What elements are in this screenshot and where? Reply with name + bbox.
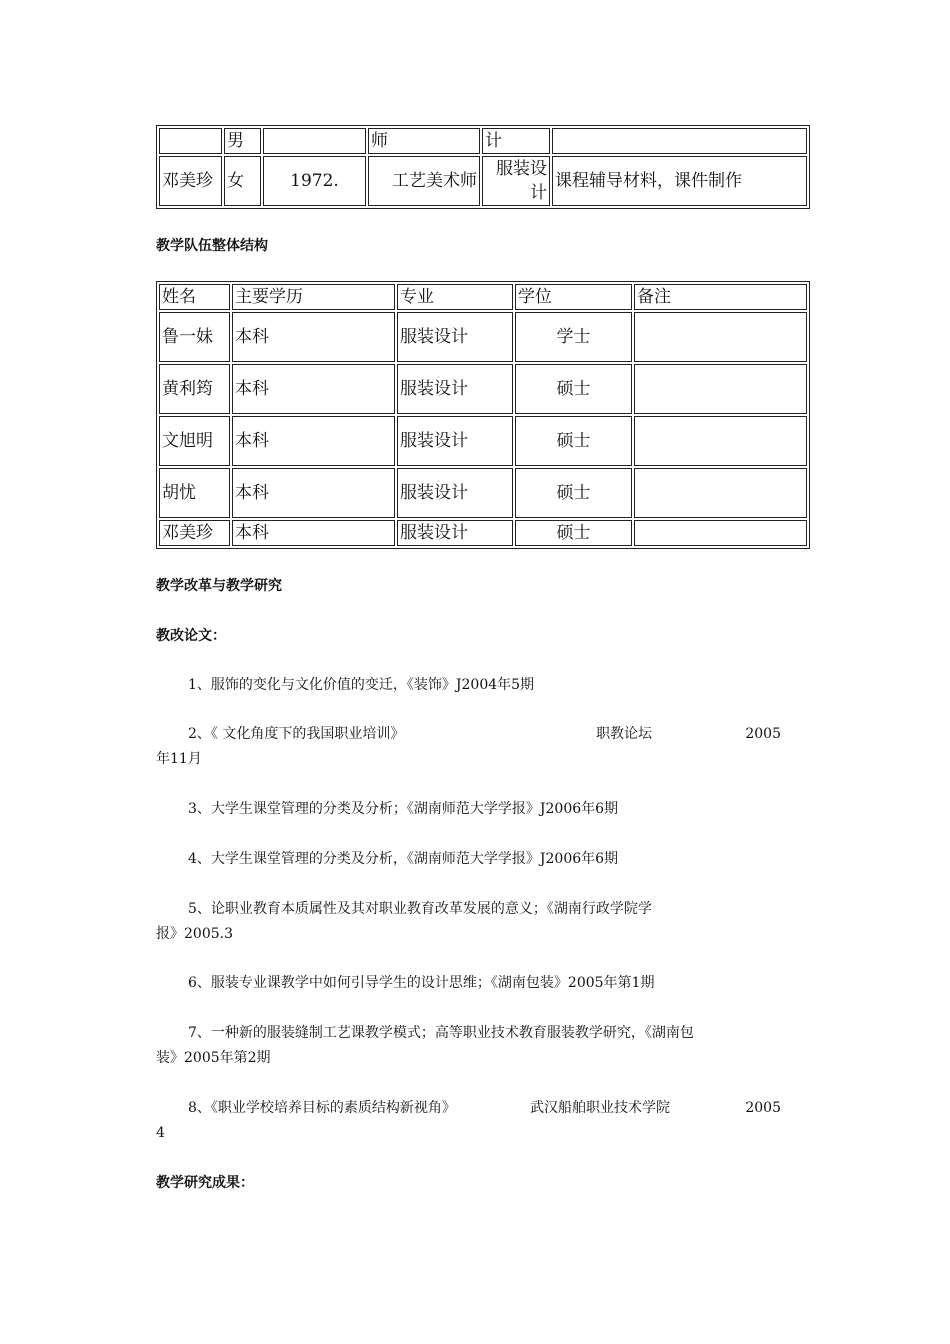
section-heading-structure: 教学队伍整体结构: [156, 238, 268, 254]
paper-text: 5、论职业教育本质属性及其对职业教育改革发展的意义；《湖南行政学院学: [188, 901, 652, 917]
column-header: 学位: [515, 284, 632, 310]
table-cell: 本科: [232, 468, 395, 518]
list-item: [156, 673, 781, 698]
table-row: [159, 416, 807, 466]
table-cell: 本科: [232, 364, 395, 414]
table-cell: 黄利筠: [159, 364, 230, 414]
table-header-row: [159, 284, 807, 310]
section-heading-results: 教学研究成果：: [156, 1175, 254, 1191]
list-item: [156, 897, 781, 947]
table-cell: 服装设计: [397, 312, 513, 362]
paper-year: 2005: [745, 726, 781, 742]
table-row: [159, 128, 807, 154]
table-cell: 1972.: [263, 156, 366, 206]
table-cell: 女: [224, 156, 261, 206]
paper-text: 1、服饰的变化与文化价值的变迁，《装饰》J2004年5期: [188, 677, 535, 693]
paper-text: 6、服装专业课教学中如何引导学生的设计思维；《湖南包装》2005年第1期: [188, 975, 655, 991]
list-item: [156, 722, 781, 772]
table-cell: [159, 128, 222, 154]
paper-text-cont: 报》2005.3: [156, 926, 233, 942]
section-heading-reform: 教学改革与教学研究: [156, 578, 282, 594]
table-cell: 硕士: [515, 468, 632, 518]
paper-text: 8、《职业学校培养目标的素质结构新视角》: [188, 1100, 456, 1116]
table-row: [159, 468, 807, 518]
paper-venue: 武汉船舶职业技术学院: [530, 1100, 670, 1116]
column-header: 主要学历: [232, 284, 395, 310]
table-cell: 课程辅导材料，课件制作: [552, 156, 807, 206]
table-cell: 男: [224, 128, 261, 154]
table-cell: 硕士: [515, 416, 632, 466]
table-cell: 硕士: [515, 364, 632, 414]
section-heading-papers: 教改论文：: [156, 628, 226, 644]
paper-text: 4、大学生课堂管理的分类及分析，《湖南师范大学学报》J2006年6期: [188, 851, 619, 867]
list-item: [156, 971, 781, 996]
table-cell: 服装设计: [397, 468, 513, 518]
table-cell: 服装设计: [397, 364, 513, 414]
table-cell: [634, 312, 807, 362]
column-header: 备注: [634, 284, 807, 310]
column-header: 专业: [397, 284, 513, 310]
table-cell: 硕士: [515, 520, 632, 546]
table-cell: [634, 416, 807, 466]
table-cell: 邓美珍: [159, 156, 222, 206]
table-cell: 邓美珍: [159, 520, 230, 546]
paper-text: 7、一种新的服装缝制工艺课教学模式；高等职业技术教育服装教学研究，《湖南包: [188, 1025, 694, 1041]
table-cell: 工艺美术师: [368, 156, 480, 206]
table-cell: 鲁一妹: [159, 312, 230, 362]
table-row: [159, 364, 807, 414]
list-item: [156, 1021, 781, 1071]
table-cell: 服装设计: [397, 520, 513, 546]
column-header: 姓名: [159, 284, 230, 310]
table-cell: 本科: [232, 416, 395, 466]
paper-text: 3、大学生课堂管理的分类及分析；《湖南师范大学学报》J2006年6期: [188, 801, 619, 817]
table-cell: 师: [368, 128, 480, 154]
table-cell: [263, 128, 366, 154]
paper-year: 2005: [745, 1100, 781, 1116]
paper-text-cont: 4: [156, 1125, 165, 1141]
table-cell: 学士: [515, 312, 632, 362]
table-cell: [634, 364, 807, 414]
table-cell: 计: [482, 128, 550, 154]
table-row: [159, 312, 807, 362]
table-cell: 服装设计: [397, 416, 513, 466]
paper-text-cont: 装》2005年第2期: [156, 1050, 271, 1066]
table-cell: 服装设计: [482, 156, 550, 206]
paper-text-cont: 年11月: [156, 751, 202, 767]
table-row: [159, 520, 807, 546]
table-cell: [634, 520, 807, 546]
staff-table-continued: [156, 125, 810, 209]
table-cell: 本科: [232, 520, 395, 546]
table-cell: [552, 128, 807, 154]
paper-venue: 职教论坛: [596, 726, 653, 742]
list-item: [156, 1096, 781, 1146]
team-structure-table: [156, 281, 810, 549]
paper-text: 2、《 文化角度下的我国职业培训》: [188, 726, 405, 742]
table-cell: 胡忧: [159, 468, 230, 518]
table-row: [159, 156, 807, 206]
table-cell: 本科: [232, 312, 395, 362]
table-cell: 文旭明: [159, 416, 230, 466]
table-cell: [634, 468, 807, 518]
list-item: [156, 847, 781, 872]
list-item: [156, 797, 781, 822]
